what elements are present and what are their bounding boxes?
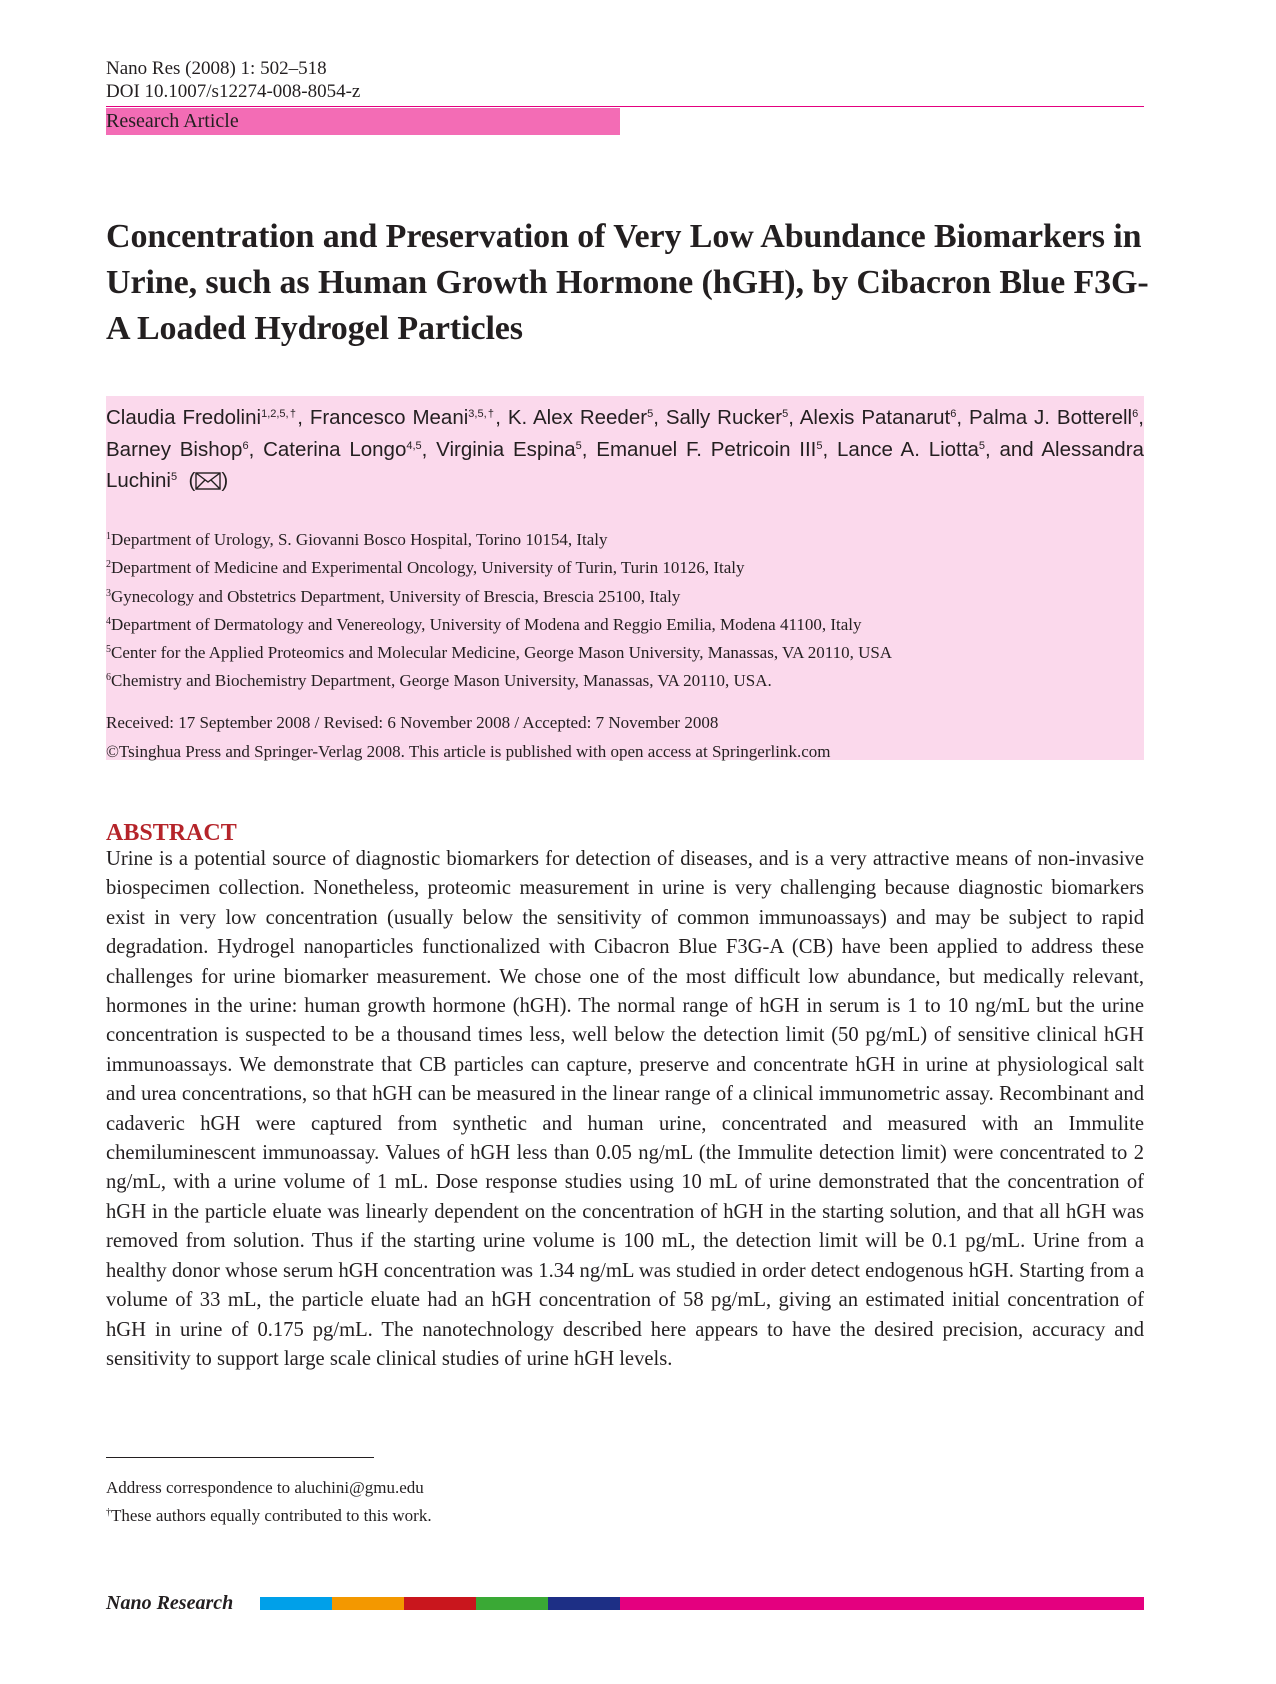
affiliation-item: [106, 554, 1144, 582]
affiliation-item: [106, 639, 1144, 667]
affiliation-text: Department of Dermatology and Venereology, University of Modena and Reggio Emilia, Modena 41100, Italy: [111, 614, 862, 634]
affiliation-text: Department of Medicine and Experimental Oncology, University of Turin, Turin 10126, Italy: [111, 558, 745, 578]
color-segment: [332, 1597, 404, 1610]
affiliation-marker: 5: [816, 439, 823, 452]
doi[interactable]: DOI 10.1007/s12274-008-8054-z: [106, 81, 361, 102]
equal-contribution-text: These authors equally contributed to this work.: [111, 1506, 432, 1525]
author-name: Claudia Fredolini: [106, 406, 262, 429]
author-list: Claudia Fredolini$^{1,2,5,\dagger}$, Francesco Meani$^{3,5,\dagger}$, K. Alex Reeder$^5$, Sally Rucker$^5$, Alexis Patanarut$^6$, Palma J. Botterell$^6$, Barney Bishop$^6$, Caterina Longo$^{4,5}$, Virginia Espina$^5$, Emanuel F. Petricoin III$^5$, Lance A. Liotta$^5$, and Alessandra Luchini$^5$ ( ): [106, 402, 1144, 500]
affiliation-text: Chemistry and Biochemistry Department, George Mason University, Manassas, VA 20110, USA.: [111, 671, 772, 691]
journal-name-footer: Nano Research: [106, 1592, 234, 1614]
author-name: Lance A. Liotta: [837, 437, 979, 461]
journal-citation: Nano Res (2008) 1: 502–518: [106, 58, 327, 79]
color-segment: [620, 1597, 1144, 1610]
header-rule: [106, 106, 1144, 107]
affiliation-marker: 5: [647, 408, 654, 420]
affiliation-number: 5: [106, 644, 111, 656]
affiliation-marker: 5: [978, 439, 985, 452]
affiliation-marker: 5: [575, 439, 582, 452]
abstract-text: Urine is a potential source of diagnostic biomarkers for detection of diseases, and is a very attractive means of non-invasive biospecimen collection. Nonetheless, proteomic measurement in urine is very challenging because diagnostic biomarkers exist in very low concentration (usually below the sensitivity of common immunoassays) and may be subject to rapid degradation. Hydrogel nanoparticles functionalized with Cibacron Blue F3G-A (CB) have been applied to address these challenges for urine biomarker measurement. We chose one of the most difficult low abundance, but medically relevant, hormones in the urine: human growth hormone (hGH). The normal range of hGH in serum is 1 to 10 ng/mL but the urine concentration is suspected to be a thousand times less, well below the detection limit (50 pg/mL) of sensitive clinical hGH immunoassays. We demonstrate that CB particles can capture, preserve and concentrate hGH in urine at physiological salt and urea concentrations, so that hGH can be measured in the linear range of a clinical immunometric assay. Recombinant and cadaveric hGH were captured from synthetic and human urine, concentrated and measured with an Immulite chemiluminescent immunoassay. Values of hGH less than 0.05 ng/mL (the Immulite detection limit) were concentrated to 2 ng/mL, with a urine volume of 1 mL. Dose response studies using 10 mL of urine demonstrated that the concentration of hGH in the particle eluate was linearly dependent on the concentration of hGH in the starting solution, and that all hGH was removed from solution. Thus if the starting urine volume is 100 mL, the detection limit will be 0.1 pg/mL. Urine from a healthy donor whose serum hGH concentration was 1.34 ng/mL was studied in order detect endogenous hGH. Starting from a volume of 33 mL, the particle eluate had an hGH concentration of 58 pg/mL, giving an estimated initial concentration of hGH in urine of 0.175 pg/mL. The nanotechnology described here appears to have the desired precision, accuracy and sensitivity to support large scale clinical studies of urine hGH levels.: [106, 848, 1144, 1370]
abstract-heading: ABSTRACT: [106, 820, 237, 846]
color-segment: [548, 1597, 620, 1610]
affiliation-marker: 6: [1132, 408, 1139, 420]
affiliation-item: [106, 611, 1144, 639]
affiliation-number: 6: [106, 672, 111, 684]
paper-title: Concentration and Preservation of Very Low Abundance Biomarkers in Urine, such as Human Growth Hormone (hGH), by Cibacron Blue F3G-A Loaded Hydrogel Particles: [106, 218, 1149, 347]
author-name: Emanuel F. Petricoin III: [596, 437, 817, 461]
color-segment: [260, 1597, 332, 1610]
article-type-label: Research Article: [106, 108, 620, 135]
copyright-notice: ©Tsinghua Press and Springer-Verlag 2008. This article is published with open access at Springerlink.com: [106, 742, 831, 761]
author-name: Virginia Espina: [436, 437, 576, 461]
received-dates: Received: 17 September 2008 / Revised: 6 November 2008 / Accepted: 7 November 2008: [106, 713, 719, 732]
affiliation-item: [106, 667, 1144, 695]
affiliation-text: Department of Urology, S. Giovanni Bosco Hospital, Torino 10154, Italy: [111, 530, 608, 549]
footer-color-bar: [260, 1597, 1144, 1610]
correspondence-note: Address correspondence to aluchini@gmu.edu: [106, 1478, 424, 1497]
author-name: Alexis Patanarut: [799, 406, 951, 429]
affiliation-text: Center for the Applied Proteomics and Molecular Medicine, George Mason University, Manassas, VA 20110, USA: [111, 643, 893, 663]
affiliation-marker: 3,5,†: [468, 408, 496, 420]
article-history: [106, 708, 1144, 766]
affiliation-marker: 6: [242, 439, 249, 452]
affiliation-item: [106, 583, 1144, 611]
author-name: K. Alex Reeder: [507, 406, 648, 429]
affiliation-marker: 5: [782, 408, 789, 420]
affiliation-marker: 6: [950, 408, 957, 420]
affiliation-marker: 4,5: [406, 439, 422, 452]
footnote-rule: [106, 1457, 374, 1458]
affiliation-number: 2: [106, 559, 111, 571]
affiliation-marker: 1,2,5,†: [261, 408, 298, 420]
dagger-mark: †: [106, 1507, 111, 1518]
color-segment: [476, 1597, 548, 1610]
affiliation-marker: 5: [170, 471, 178, 483]
affiliation-text: Gynecology and Obstetrics Department, University of Brescia, Brescia 25100, Italy: [111, 586, 681, 606]
author-name: Caterina Longo: [263, 437, 407, 461]
affiliation-item: [106, 526, 1144, 554]
author-name: Barney Bishop: [106, 437, 243, 461]
footnotes: [106, 1474, 1006, 1530]
author-name: Palma J. Botterell: [969, 406, 1133, 429]
affiliation-number: 4: [106, 615, 111, 627]
affiliation-number: 1: [106, 531, 111, 542]
envelope-icon[interactable]: [195, 468, 221, 500]
affiliations-list: [106, 526, 1144, 696]
author-name: Alessandra Luchini: [106, 437, 1144, 492]
color-segment: [404, 1597, 476, 1610]
equal-contribution-note: [106, 1502, 1006, 1530]
author-name: Sally Rucker: [665, 406, 783, 429]
author-name: Francesco Meani: [309, 406, 469, 429]
affiliation-number: 3: [106, 587, 111, 599]
